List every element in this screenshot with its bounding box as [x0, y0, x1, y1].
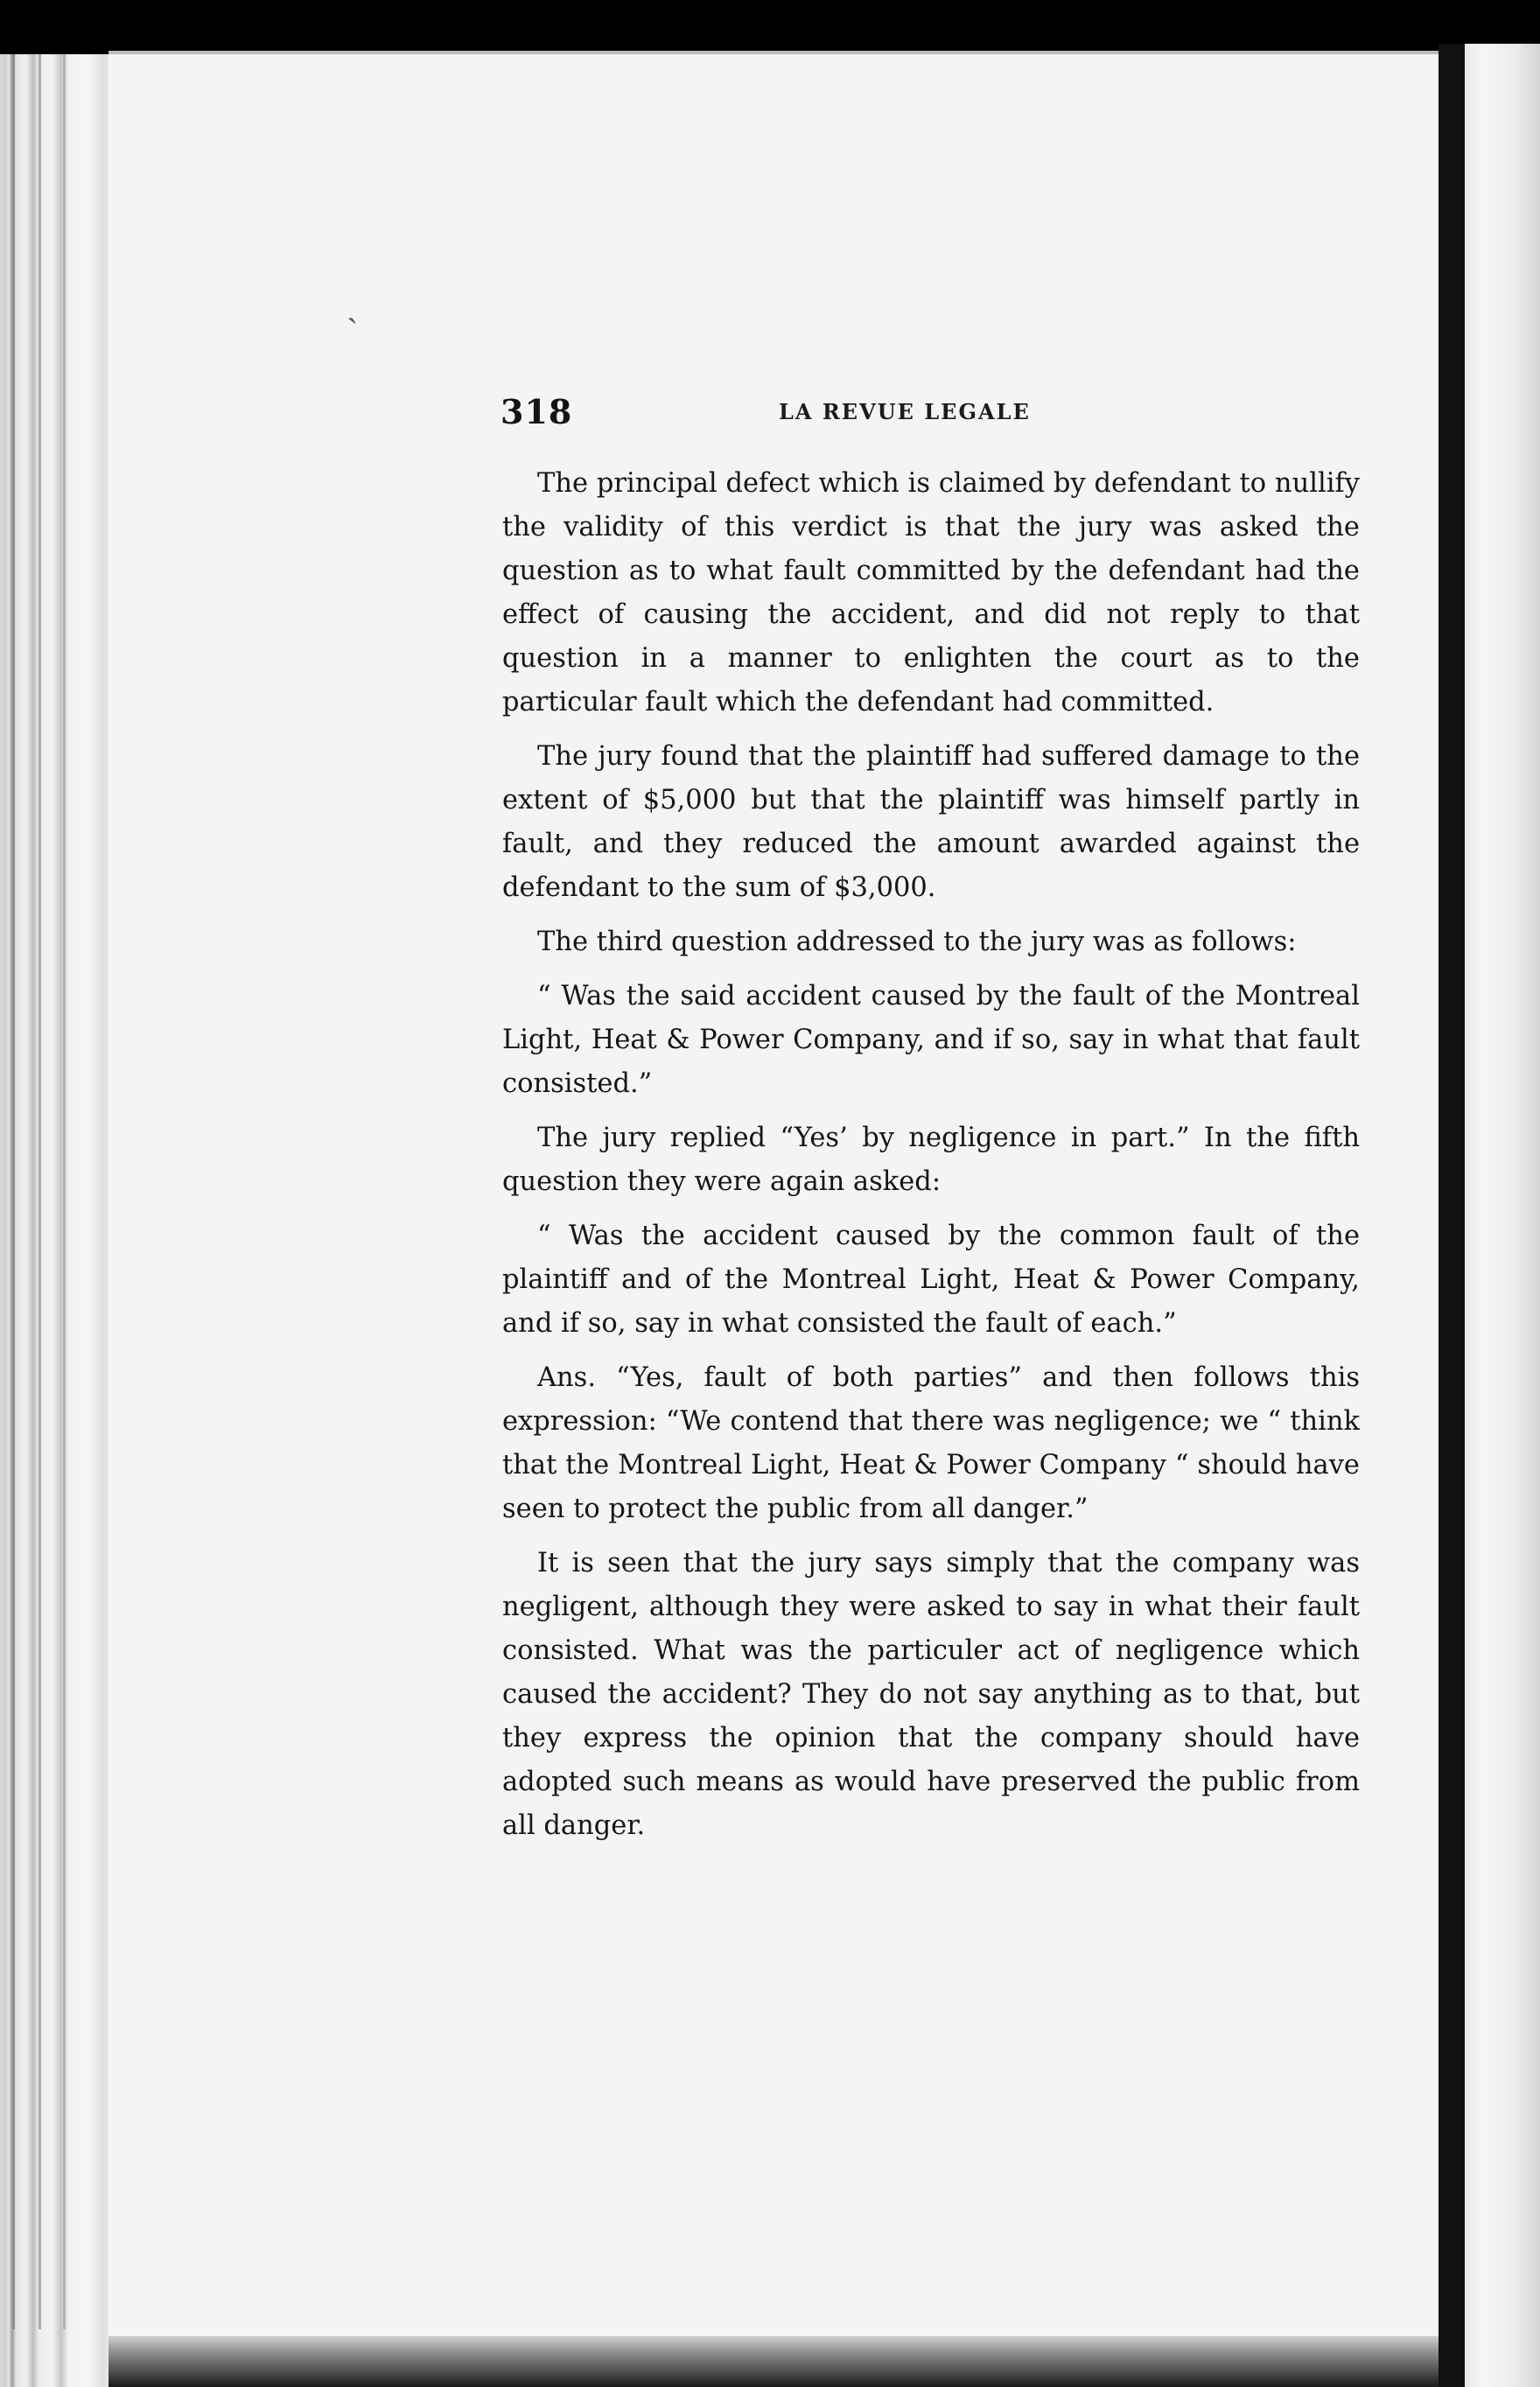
paragraph: The jury replied “Yes’ by negligence in part.” In the fifth question they were again asked:	[502, 1123, 1360, 1197]
quoted-question: “ Was the accident caused by the common fault of the plaintiff and of the Montreal Light, Heat & Power Company, and if so, say in what consisted the fault of each.”	[502, 1221, 1360, 1339]
page-edge-line	[12, 54, 15, 2329]
stray-pen-mark: ˏ	[346, 284, 359, 325]
running-head	[500, 392, 1060, 436]
paragraph: Ans. “Yes, fault of both parties” and then follows this expression: “We contend that there was negligence; we “ think that the Montreal Light, Heat & Power Company “ should have seen to protect the public from all danger.”	[502, 1362, 1360, 1524]
facing-page-edge	[1465, 44, 1540, 2387]
quoted-question: “ Was the said accident caused by the fault of the Montreal Light, Heat & Power Company, and if so, say in what that fault consisted.”	[502, 981, 1360, 1099]
top-border	[0, 0, 1540, 54]
bottom-edge-shadow	[108, 2336, 1438, 2387]
paragraph: The principal defect which is claimed by defendant to nullify the validity of this verdict is that the jury was asked the question as to what fault committed by the defendant had the effect of causing the accident, and did not reply to that question in a manner to enlighten the court as to the particular fault which the defendant had committed.	[502, 468, 1360, 718]
paragraph: The jury found that the plaintiff had suffered damage to the extent of $5,000 but that the plaintiff was himself partly in fault, and they reduced the amount awarded against the defendant to the sum of $3,000.	[502, 741, 1360, 903]
page-edge-stack	[0, 54, 114, 2387]
paragraph: It is seen that the jury says simply that the company was negligent, although they were asked to say in what their fault consisted. What was the particuler act of negligence which caused the accident? They do not say anything as to that, but they express the opinion that the company should have adopted such means as would have preserved the public from all danger.	[502, 1548, 1360, 1841]
page-edge-line	[38, 54, 41, 2329]
body-text	[502, 462, 1360, 1858]
page-edge-line	[63, 54, 66, 2329]
binding-edge	[1438, 44, 1465, 2387]
journal-title: LA REVUE LEGALE	[779, 399, 1031, 424]
paragraph: The third question addressed to the jury was as follows:	[537, 927, 1297, 957]
page-number: 318	[500, 392, 573, 431]
